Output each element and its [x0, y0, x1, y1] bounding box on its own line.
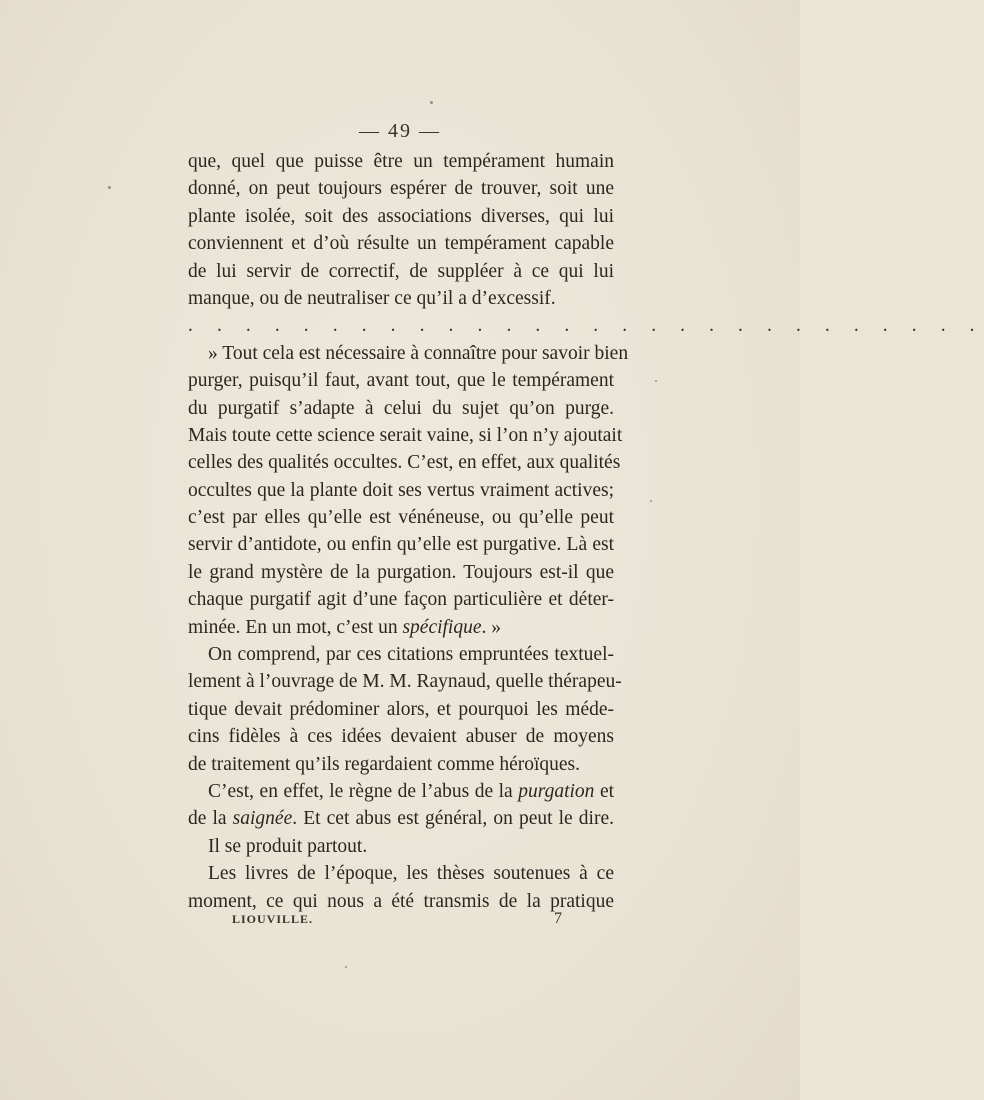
text-line: que, quel que puisse être un tempérament humain [188, 151, 614, 172]
italic-word: purgation [518, 780, 595, 802]
text-line: c’est par elles qu’elle est vénéneuse, ou qu’elle peut [188, 507, 614, 529]
text-fragment: et [599, 780, 615, 802]
text-line [188, 614, 614, 641]
paper-speck [108, 186, 111, 189]
signature-line [232, 912, 562, 927]
text-fragment: . » [481, 616, 502, 638]
text-line: cins fidèles à ces idées devaient abuser de moyens [188, 726, 614, 748]
text-line: chaque purgatif agit d’une façon particulière et déter- [188, 589, 614, 611]
text-line: de lui servir de correctif, de suppléer à ce qui lui [188, 260, 614, 282]
text-line: manque, ou de neutraliser ce qu’il a d’excessif. [188, 287, 556, 309]
text-line: purger, puisqu’il faut, avant tout, que le tempérament [188, 370, 614, 392]
text-line: occultes que la plante doit ses vertus vraiment actives; [188, 479, 614, 501]
text-line: conviennent et d’où résulte un tempérament capable [188, 233, 614, 255]
italic-word: saignée [232, 808, 293, 830]
signature-mark: LIOUVILLE. [232, 912, 314, 926]
paper-speck [345, 966, 347, 968]
text-line: Mais toute cette science serait vaine, si l’on n’y ajoutait [188, 424, 623, 446]
italic-word: spécifique [402, 616, 482, 638]
paper-speck [655, 380, 657, 382]
text-line: Il se produit partout. [208, 835, 368, 857]
text-fragment: . Et cet abus est général, on peut le dire. [292, 808, 614, 830]
text-line: » Tout cela est nécessaire à connaître pour savoir bien [208, 342, 629, 364]
text-line: tique devait prédominer alors, et pourquoi les méde- [188, 698, 614, 720]
paper-speck [430, 101, 433, 104]
text-fragment: C’est, en effet, le règne de l’abus de la [208, 780, 513, 802]
text-line: donné, on peut toujours espérer de trouver, soit une [188, 178, 614, 200]
body-text [188, 148, 984, 915]
text-line: lement à l’ouvrage de M. M. Raynaud, quelle thérapeu- [188, 671, 622, 693]
text-fragment: de la [188, 808, 227, 830]
text-line: de traitement qu’ils regardaient comme héroïques. [188, 753, 581, 775]
text-line: plante isolée, soit des associations diverses, qui lui [188, 205, 614, 227]
text-line: moment, ce qui nous a été transmis de la pratique [188, 890, 614, 912]
text-line: Les livres de l’époque, les thèses soutenues à ce [208, 863, 614, 885]
text-line: servir d’antidote, ou enfin qu’elle est purgative. Là est [188, 534, 614, 556]
text-line: le grand mystère de la purgation. Toujours est-il que [188, 561, 614, 583]
text-fragment: minée. En un mot, c’est un [188, 616, 398, 638]
text-line: du purgatif s’adapte à celui du sujet qu’on purge. [188, 397, 614, 419]
page-number-header: — 49 — [359, 120, 441, 142]
ellipsis-separator: . . . . . . . . . . . . . . . . . . . . . . . . . . . . [188, 315, 984, 337]
text-line: celles des qualités occultes. C’est, en effet, aux qualités [188, 452, 621, 474]
text-line: On comprend, par ces citations empruntées textuel- [208, 644, 614, 666]
paper-speck [650, 500, 652, 502]
signature-number: 7 [554, 910, 562, 927]
text-line [188, 778, 614, 805]
text-line [188, 805, 614, 832]
